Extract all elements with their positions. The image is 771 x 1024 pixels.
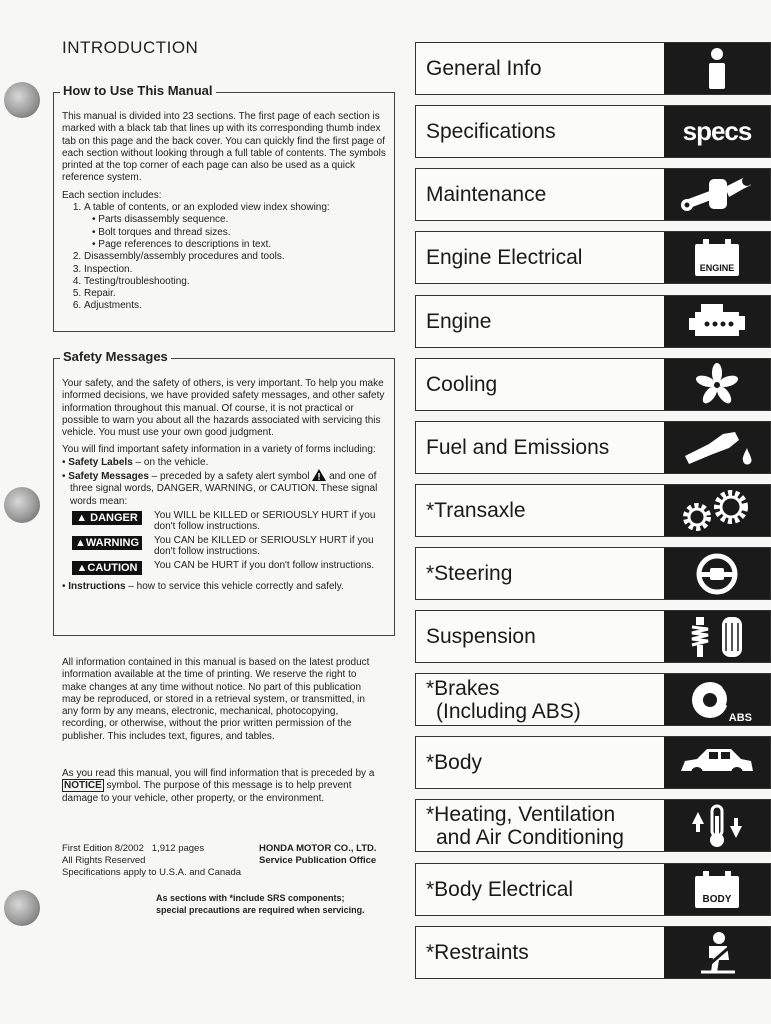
edition-info: First Edition 8/2002 1,912 pages All Rights Reserved Specifications apply to U.S.A. and Canada HONDA MOTOR CO., LTD. Service Publication Office: [62, 843, 377, 878]
list-item: 4. Testing/troubleshooting.: [84, 276, 386, 288]
tab-engine[interactable]: Engine: [415, 295, 771, 348]
tab-brakes[interactable]: *Brakes (Including ABS) ABS: [415, 673, 771, 726]
wrench-hand-icon: [664, 169, 770, 220]
thermometer-icon: [664, 800, 770, 851]
danger-row: [72, 510, 386, 533]
list-item: 5. Repair.: [84, 288, 386, 300]
includes-label: Each section includes:: [62, 189, 162, 201]
how-to-use-title: How to Use This Manual: [60, 83, 216, 98]
office-name: Service Publication Office: [259, 855, 377, 866]
notice-paragraph: As you read this manual, you will find information that is preceded by a NOTICE symbol. The purpose of this message is to help prevent damage to your vehicle, other property, or the environment.: [62, 768, 375, 804]
page-title: INTRODUCTION: [62, 38, 199, 57]
danger-badge: ▲ DANGER: [72, 511, 142, 525]
caution-row: [72, 560, 386, 575]
shock-tire-icon: [664, 611, 770, 662]
safety-messages-line: • Safety Messages – preceded by a safety alert symbol and one of three signal words, DANGER, WARNING, or CAUTION. These signal words mean:: [62, 471, 378, 507]
how-to-use-paragraph: This manual is divided into 23 sections. The first page of each section is marked with a black tab that lines up with its corresponding thumb index tab on this page and the back cover. You can quickly find the first page of each section without looking through a full table of contents. The symbols printed at the top corner of each page can also be used as a quick reference system.: [62, 111, 386, 184]
tab-specifications[interactable]: Specifications specs: [415, 105, 771, 158]
binder-hole-top: [4, 82, 40, 118]
list-item: 3. Inspection.: [84, 264, 386, 276]
engine-icon: [664, 296, 770, 347]
brake-disc-icon: ABS: [664, 674, 770, 725]
list-item: 6. Adjustments.: [84, 300, 386, 312]
instructions-line: • Instructions – how to service this vehicle correctly and safely.: [62, 580, 344, 592]
info-paragraph: All information contained in this manual is based on the latest product information available at the time of printing. We reserve the right to make changes at any time without notice. No part of this publication may be reproduced, or stored in a retrieval system, or transmitted, in any form by any means, electronic, mechanical, photocopying, recording, or otherwise, without the prior written permission of the publisher. This includes text, figures, and tables.: [62, 657, 370, 742]
list-item: • Parts disassembly sequence.: [92, 214, 386, 226]
safety-alert-icon: [312, 471, 326, 482]
list-item: • Bolt torques and thread sizes.: [92, 227, 386, 239]
fan-icon: [664, 359, 770, 410]
battery-body-icon: BODY: [664, 864, 770, 915]
fuel-nozzle-icon: [664, 422, 770, 473]
list-item: 2. Disassembly/assembly procedures and tools.: [84, 251, 386, 263]
car-body-icon: [664, 737, 770, 788]
warning-row: [72, 535, 386, 558]
tab-restraints[interactable]: *Restraints: [415, 926, 771, 979]
tab-steering[interactable]: *Steering: [415, 547, 771, 600]
tab-engine-electrical[interactable]: Engine Electrical ENGINE: [415, 231, 771, 284]
danger-text: You WILL be KILLED or SERIOUSLY HURT if you don't follow instructions.: [154, 509, 376, 533]
warning-text: You CAN be KILLED or SERIOUSLY HURT if you don't follow instructions.: [154, 534, 374, 558]
list-item: • Page references to descriptions in text.: [92, 239, 386, 251]
battery-engine-icon: ENGINE: [664, 232, 770, 283]
tab-maintenance[interactable]: Maintenance: [415, 168, 771, 221]
tab-heating-ventilation-ac[interactable]: *Heating, Ventilation and Air Conditioning: [415, 799, 771, 852]
section-includes-list: [62, 202, 386, 313]
tab-transaxle[interactable]: *Transaxle: [415, 484, 771, 537]
specs-icon: specs: [664, 106, 770, 157]
binder-hole-bottom: [4, 890, 40, 926]
tab-cooling[interactable]: Cooling: [415, 358, 771, 411]
how-to-use-box: [53, 83, 395, 332]
caution-badge: ▲ CAUTION: [72, 561, 142, 575]
safety-paragraph-1: Your safety, and the safety of others, is very important. To help you make informed decisions, we have provided safety messages, and other safety information throughout this manual. Of course, it is not practical or possible to warn you about all the hazards associated with servicing this vehicle. You must use your own good judgment.: [62, 378, 385, 439]
safety-messages-box: [53, 349, 395, 636]
safety-messages-title: Safety Messages: [60, 349, 171, 364]
srs-note: As sections with *include SRS components; special precautions are required when servicing.: [156, 893, 365, 915]
warning-badge: ▲ WARNING: [72, 536, 142, 550]
info-icon: [664, 43, 770, 94]
seatbelt-icon: [664, 927, 770, 978]
caution-text: You CAN be HURT if you don't follow instructions.: [154, 559, 375, 571]
safety-paragraph-2: You will find important safety information in a variety of forms including:: [62, 444, 376, 456]
steering-wheel-icon: [664, 548, 770, 599]
tab-general-info[interactable]: General Info: [415, 42, 771, 95]
list-item: 1. A table of contents, or an exploded view index showing: • Parts disassembly sequence. • Bolt torques and thread sizes. • Page references to descriptions in text.: [84, 202, 386, 251]
company-name: HONDA MOTOR CO., LTD.: [259, 843, 377, 854]
tab-body-electrical[interactable]: *Body Electrical BODY: [415, 863, 771, 916]
notice-box: NOTICE: [64, 780, 102, 792]
binder-hole-middle: [4, 487, 40, 523]
safety-labels-line: • Safety Labels – on the vehicle.: [62, 456, 209, 468]
tab-suspension[interactable]: Suspension: [415, 610, 771, 663]
gears-icon: [664, 485, 770, 536]
tab-fuel-emissions[interactable]: Fuel and Emissions: [415, 421, 771, 474]
tab-body[interactable]: *Body: [415, 736, 771, 789]
